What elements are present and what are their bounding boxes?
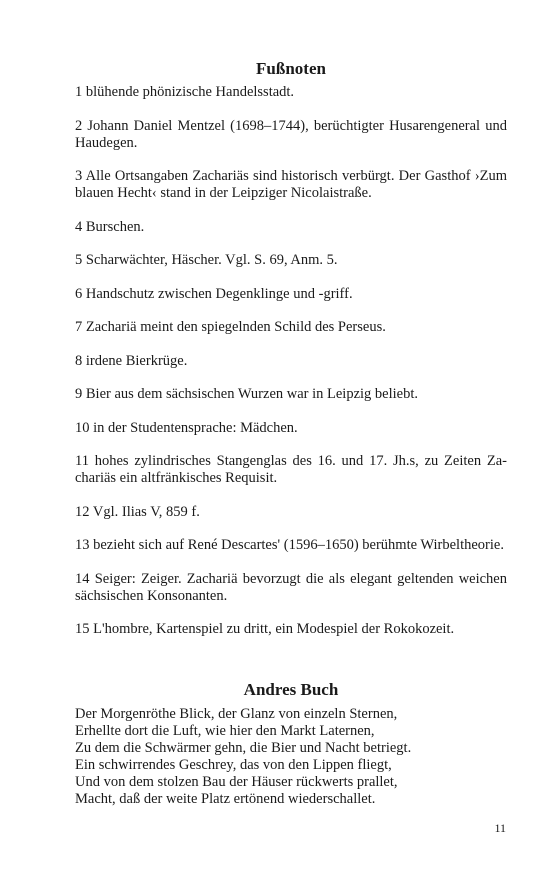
footnotes-heading: Fußnoten: [256, 59, 326, 78]
footnote-item: 14 Seiger: Zeiger. Zachariä bevorzugt die als elegant geltenden weichen sächsischen Konsonanten.: [75, 570, 507, 604]
footnote-item: 13 bezieht sich auf René Descartes' (1596–1650) berühmte Wirbeltheorie.: [75, 537, 504, 553]
poem-line: Erhellte dort die Luft, wie hier den Markt Laternen,: [75, 723, 375, 739]
footnote-item: 8 irdene Bierkrüge.: [75, 352, 188, 369]
footnote-item: 2 Johann Daniel Mentzel (1698–1744), berüchtigter Husarengeneral und Haudegen.: [75, 117, 507, 151]
footnote-item: 5 Scharwächter, Häscher. Vgl. S. 69, Anm. 5.: [75, 252, 338, 268]
poem-line: Ein schwirrendes Geschrey, das von den Lippen fliegt,: [75, 757, 392, 773]
footnote-item: 1 blühende phönizische Handelsstadt.: [75, 84, 295, 100]
poem-line: Und von dem stolzen Bau der Häuser rückwerts prallet,: [75, 774, 398, 790]
poem-stanza: [75, 706, 507, 808]
footnote-item: 6 Handschutz zwischen Degenklinge und -griff.: [75, 285, 353, 302]
page-number: 11: [494, 821, 506, 835]
footnote-item: 3 Alle Ortsangaben Zachariäs sind historisch verbürgt. Der Gasthof ›Zum blauen Hecht‹ stand in der Leipziger Nicolaistraße.: [75, 168, 507, 201]
footnote-item: 11 hohes zylindrisches Stangenglas des 16. und 17. Jh.s, zu Zeiten Zachariäs ein altfränkisches Requisit.: [75, 453, 507, 486]
footnote-item: 7 Zachariä meint den spiegelnden Schild des Perseus.: [75, 319, 386, 335]
footnote-item: 4 Burschen.: [75, 218, 145, 235]
footnote-item: 12 Vgl. Ilias V, 859 f.: [75, 503, 200, 520]
poem-heading: Andres Buch: [243, 680, 339, 699]
poem-line: Der Morgenröthe Blick, der Glanz von einzeln Sternen,: [75, 706, 398, 722]
footnote-item: 9 Bier aus dem sächsischen Wurzen war in Leipzig beliebt.: [75, 386, 419, 402]
footnote-list: [75, 84, 507, 655]
poem-line: Zu dem die Schwärmer gehn, die Bier und Nacht betriegt.: [75, 740, 412, 756]
footnote-item: 15 L'hombre, Kartenspiel zu dritt, ein Modespiel der Rokokozeit.: [75, 621, 455, 637]
poem-line: Macht, daß der weite Platz ertönend wiederschallet.: [75, 791, 376, 807]
footnote-item: 10 in der Studentensprache: Mädchen.: [75, 419, 298, 436]
